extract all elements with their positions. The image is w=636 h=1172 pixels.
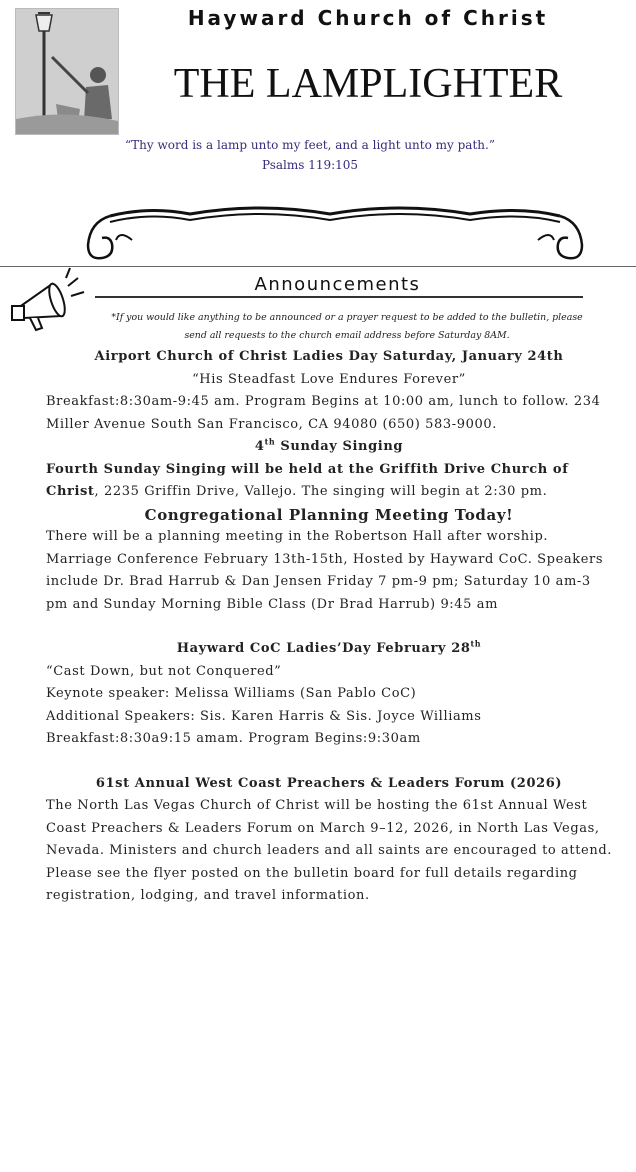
ladies-day-heading: Hayward CoC Ladies’Day February 28th	[176, 638, 482, 656]
verse-text: “Thy word is a lamp unto my feet, and a light unto my path.”	[125, 138, 495, 152]
newsletter-title: THE LAMPLIGHTER	[173, 61, 563, 107]
ladies-day-keynote: Keynote speaker: Melissa Williams (San Pablo CoC)	[46, 686, 417, 701]
decorative-scroll-banner	[80, 200, 590, 270]
ladies-day-speakers: Additional Speakers: Sis. Karen Harris & Sis. Joyce Williams	[46, 708, 482, 724]
airport-details: Breakfast:8:30am-9:45 am. Program Begins at 10:00 am, lunch to follow. 234 Miller Avenue South San Francisco, CA 94080 (650) 583-9000.	[46, 394, 601, 432]
singing-details: Fourth Sunday Singing will be held at the Griffith Drive Church of Christ, 2235 Griffin Drive, Vallejo. The singing will begin at 2:30 pm.	[46, 461, 569, 499]
forum-heading: 61st Annual West Coast Preachers & Leaders Forum (2026)	[95, 775, 563, 791]
note-line-2: send all requests to the church email address before Saturday 8AM.	[184, 330, 510, 341]
singing-heading: 4th Sunday Singing	[254, 436, 404, 454]
airport-heading: Airport Church of Christ Ladies Day Saturday, January 24th	[94, 349, 564, 364]
announcements-body	[46, 346, 612, 908]
church-name: Hayward Church of Christ	[187, 6, 549, 30]
scripture-verse	[60, 135, 560, 175]
ladies-day-times: Breakfast:8:30a9:15 amam. Program Begins:9:30am	[46, 731, 421, 746]
submission-note	[62, 309, 632, 345]
ladies-day-theme: “Cast Down, but not Conquered”	[46, 663, 282, 679]
lamplighter-illustration	[15, 8, 119, 135]
verse-reference: Psalms 119:105	[261, 158, 359, 172]
header-divider	[0, 266, 636, 267]
announcements-rule	[95, 296, 583, 298]
planning-heading: Congregational Planning Meeting Today!	[144, 505, 514, 524]
airport-theme: “His Steadfast Love Endures Forever”	[192, 371, 466, 387]
note-line-1: *If you would like anything to be announced or a prayer request to be added to the bulletin, please	[111, 312, 583, 323]
planning-details: There will be a planning meeting in the Robertson Hall after worship. Marriage Conference February 13th-15th, Hosted by Hayward CoC. Speakers include Dr. Brad Harrub & Dan Jensen Friday 7 pm-9 pm; Saturday 10 am-3 pm and Sunday Morning Bible Class (Dr Brad Harrub) 9:45 am	[46, 529, 604, 612]
announcements-heading: Announcements	[254, 274, 421, 295]
forum-details: The North Las Vegas Church of Christ will be hosting the 61st Annual West Coast Preachers & Leaders Forum on March 9–12, 2026, in North Las Vegas, Nevada. Ministers and church leaders and all saints are encouraged to attend. Please see the flyer posted on the bulletin board for full details regarding registration, lodging, and travel information.	[46, 798, 612, 903]
